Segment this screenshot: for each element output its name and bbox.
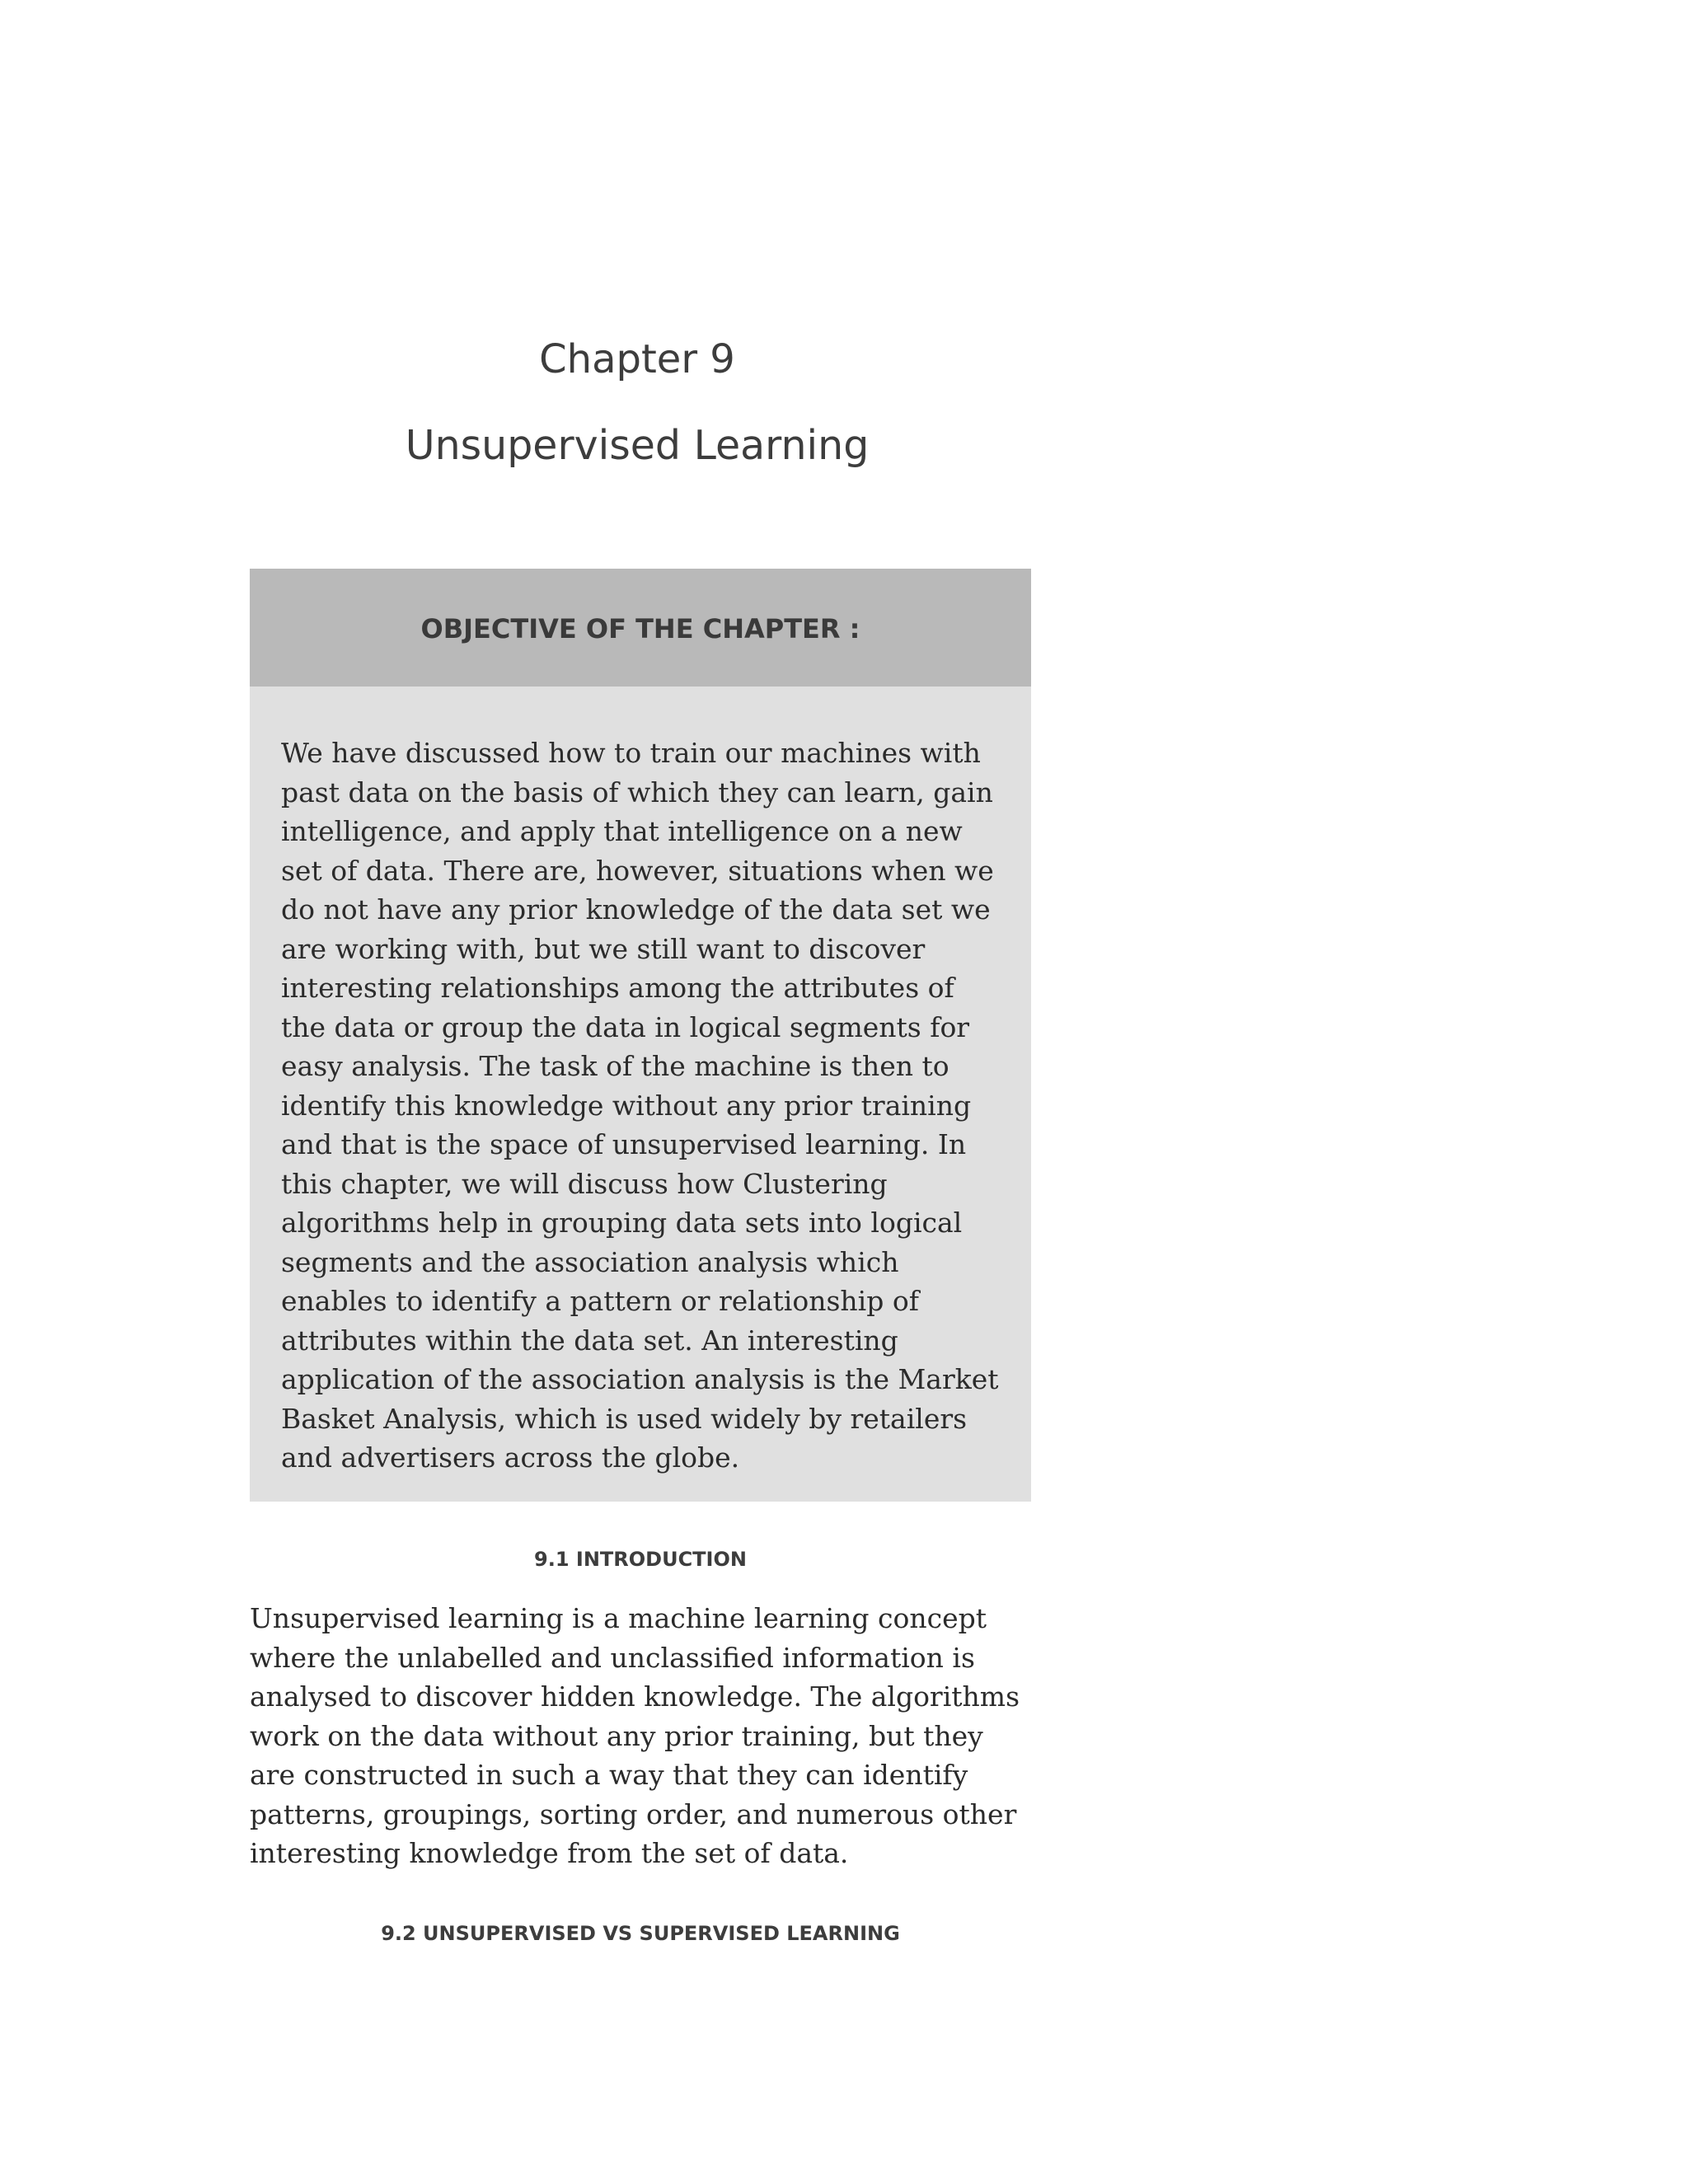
section-heading-unsupervised-vs-supervised: 9.2 UNSUPERVISED VS SUPERVISED LEARNING: [381, 1922, 900, 1945]
objective-heading: OBJECTIVE OF THE CHAPTER :: [420, 613, 860, 644]
section-heading-introduction: 9.1 INTRODUCTION: [534, 1548, 747, 1571]
chapter-title: Unsupervised Learning: [405, 422, 870, 469]
objective-box: [250, 569, 1031, 1502]
chapter-number: Chapter 9: [539, 336, 735, 382]
introduction-paragraph: Unsupervised learning is a machine learning concept where the unlabelled and unclassified information is analysed to discover hidden knowledge. The algorithms work on the data without any prior training, but they are constructed in such a way that they can identify patterns, groupings, sorting order, and numerous other interesting knowledge from the set of data.: [250, 1602, 1020, 1869]
objective-text: We have discussed how to train our machines with past data on the basis of which they can learn, gain intelligence, and apply that intelligence on a new set of data. There are, however, situations when we do not have any prior knowledge of the data set we are working with, but we still want to discover interesting relationships among the attributes of the data or group the data in logical segments for easy analysis. The task of the machine is then to identify this knowledge without any prior training and that is the space of unsupervised learning. In this chapter, we will discuss how Clustering algorithms help in grouping data sets into logical segments and the association analysis which enables to identify a pattern or relationship of attributes within the data set. An interesting application of the association analysis is the Market Basket Analysis, which is used widely by retailers and advertisers across the globe.: [281, 737, 999, 1474]
objective-header: [250, 569, 1031, 687]
